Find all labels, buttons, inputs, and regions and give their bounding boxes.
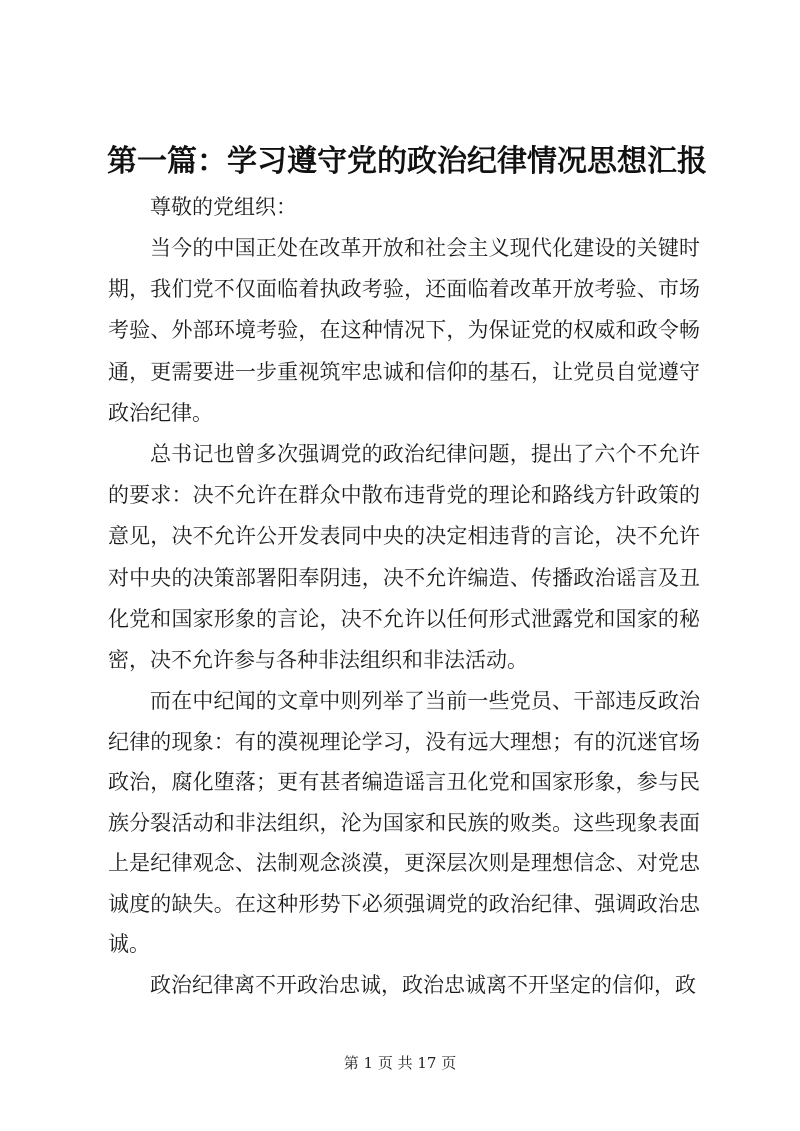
paragraph-1: 当今的中国正处在改革开放和社会主义现代化建设的关键时期，我们党不仅面临着执政考验，还面临着改革开放考验、市场考验、外部环境考验，在这种情况下，为保证党的权威和政令畅通，更需要进一步重视筑牢忠诚和信仰的基石，让党员自觉遵守政治纪律。 — [108, 236, 700, 425]
document-body — [108, 187, 700, 1006]
document-title: 第一篇：学习遵守党的政治纪律情况思想汇报 — [107, 144, 707, 179]
page-number-footer: 第 1 页 共 17 页 — [343, 1054, 457, 1072]
salutation: 尊敬的党组织： — [150, 195, 297, 219]
paragraph-4: 政治纪律离不开政治忠诚，政治忠诚离不开坚定的信仰，政 — [150, 972, 696, 997]
paragraph-2: 总书记也曾多次强调党的政治纪律问题，提出了六个不允许的要求：决不允许在群众中散布违背党的理论和路线方针政策的意见，决不允许公开发表同中央的决定相违背的言论，决不允许对中央的决策部署阳奉阴违，决不允许编造、传播政治谣言及丑化党和国家形象的言论，决不允许以任何形式泄露党和国家的秘密，决不允许参与各种非法组织和非法活动。 — [108, 442, 700, 673]
paragraph-3: 而在中纪闻的文章中则列举了当前一些党员、干部违反政治纪律的现象：有的漠视理论学习，没有远大理想；有的沉迷官场政治，腐化堕落；更有甚者编造谣言丑化党和国家形象，参与民族分裂活动和非法组织，沦为国家和民族的败类。这些现象表面上是纪律观念、法制观念淡漠，更深层次则是理想信念、对党忠诚度的缺失。在这种形势下必须强调党的政治纪律、强调政治忠诚。 — [108, 689, 700, 957]
